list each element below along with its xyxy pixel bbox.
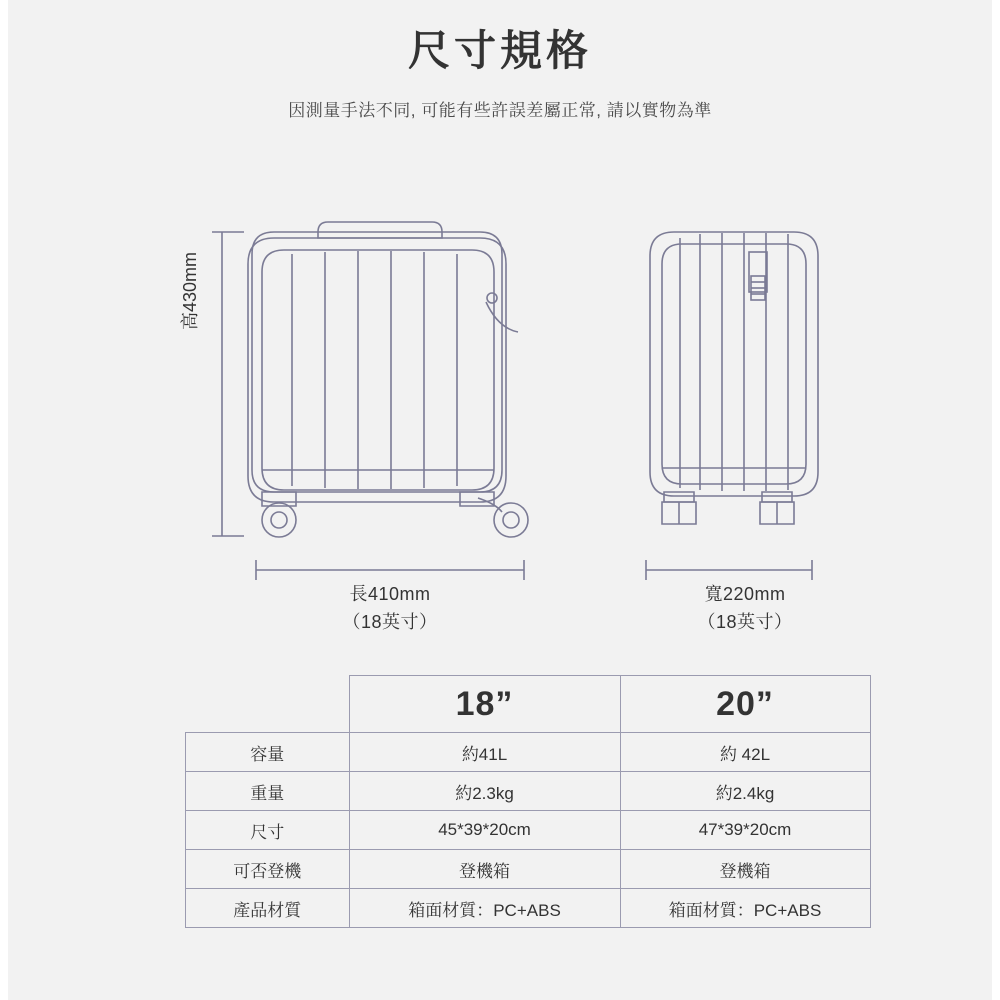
side-inner-shell (662, 244, 806, 484)
width-dimension-label: 寬220mm (704, 584, 786, 604)
row-value-18: 登機箱 (349, 850, 620, 889)
front-body-outline (252, 232, 502, 492)
length-dimension-label: 長410mm (349, 584, 431, 604)
row-value-20: 約 42L (620, 733, 870, 772)
row-value-20: 約2.4kg (620, 772, 870, 811)
length-dimension-sublabel: （18英寸） (342, 612, 438, 632)
row-value-18: 箱面材質：PC+ABS (349, 889, 620, 928)
table-row (186, 733, 871, 772)
front-knob-icon (487, 293, 497, 303)
page-title: 尺寸規格 (407, 27, 592, 74)
row-label: 產品材質 (186, 889, 350, 928)
front-wheel-left-hub (271, 512, 287, 528)
height-dimension-label: 高430mm (180, 251, 200, 330)
table-row (186, 772, 871, 811)
front-wheel-left (262, 503, 296, 537)
table-row (186, 811, 871, 850)
front-wheel-mount-right (460, 492, 494, 506)
width-dimension-sublabel: （18英寸） (697, 612, 793, 632)
table-header-20: 20” (620, 676, 870, 733)
row-value-18: 約41L (349, 733, 620, 772)
row-label: 可否登機 (186, 850, 350, 889)
front-outer-shell (248, 238, 506, 502)
row-label: 尺寸 (186, 811, 350, 850)
front-wheel-mount-left (262, 492, 296, 506)
page-subtitle: 因測量手法不同, 可能有些許誤差屬正常, 請以實物為準 (288, 101, 712, 120)
spec-table (185, 675, 871, 928)
table-row (186, 889, 871, 928)
row-value-20: 箱面材質：PC+ABS (620, 889, 870, 928)
side-wheel-mount-right (762, 492, 792, 502)
row-value-18: 45*39*20cm (349, 811, 620, 850)
row-value-18: 約2.3kg (349, 772, 620, 811)
table-header-row (186, 676, 871, 733)
front-top-handle (318, 222, 442, 238)
front-inner-shell (262, 250, 494, 490)
table-header-blank (186, 676, 350, 733)
table-header-18: 18” (349, 676, 620, 733)
row-value-20: 登機箱 (620, 850, 870, 889)
row-value-20: 47*39*20cm (620, 811, 870, 850)
front-wheel-right-hub (503, 512, 519, 528)
row-label: 重量 (186, 772, 350, 811)
row-label: 容量 (186, 733, 350, 772)
table-row (186, 850, 871, 889)
side-outer-shell (650, 232, 818, 496)
side-wheel-mount-left (664, 492, 694, 502)
